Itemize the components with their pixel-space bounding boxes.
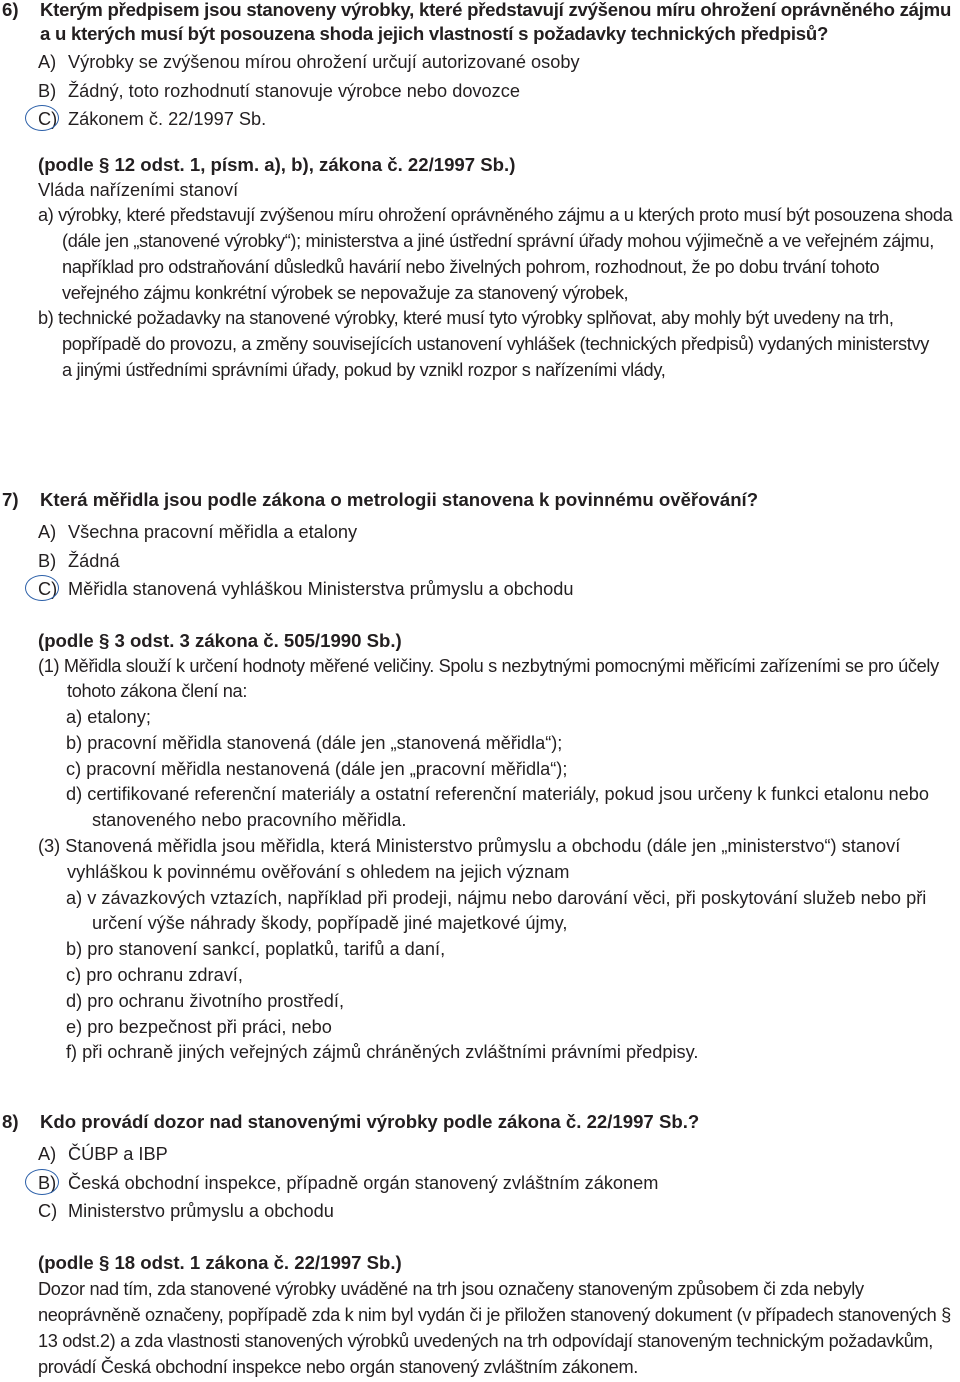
option-b	[0, 547, 960, 576]
option-letter: C)	[38, 1201, 58, 1221]
legal-reference: (podle § 12 odst. 1, písm. a), b), zákona č. 22/1997 Sb.)	[38, 153, 516, 175]
option-letter: B)	[38, 80, 57, 101]
option-text: Ministerstvo průmyslu a obchodu	[68, 1201, 334, 1221]
question-text: Která měřidla jsou podle zákona o metrologii stanovena k povinnému ověřování?	[40, 489, 759, 510]
explanation-item: d) certifikované referenční materiály a ostatní referenční materiály, pokud jsou určeny k funkci etalonu nebo stanoveného nebo pracovního měřidla.	[66, 784, 930, 831]
option-text: Všechna pracovní měřidla a etalony	[68, 522, 358, 542]
option-text: Žádný, toto rozhodnutí stanovuje výrobce nebo dovozce	[68, 80, 520, 101]
option-text: Výrobky se zvýšenou mírou ohrožení určují autorizované osoby	[68, 52, 580, 72]
correct-answer-circle-icon	[25, 105, 59, 131]
question-number: 8)	[2, 1111, 19, 1132]
explanation-line: Vláda nařízeními stanoví	[38, 179, 239, 200]
explanation-item: a) v závazkových vztazích, například při prodeji, nájmu nebo darování věci, při poskytování služeb nebo při určení výše náhrady škody, popřípadě jiné majetkové újmy,	[66, 887, 927, 934]
question-number: 7)	[2, 489, 19, 510]
explanation-item: c) pro ochranu zdraví,	[66, 965, 243, 986]
option-a	[0, 518, 960, 547]
option-a	[0, 48, 960, 77]
explanation-item: f) při ochraně jiných veřejných zájmů chráněných zvláštními právními předpisy.	[66, 1042, 699, 1063]
explanation-item: a) výrobky, které představují zvýšenou míru ohrožení oprávněného zájmu a u kterých proto musí být posouzena shoda (dále jen „stanovené výrobky“); ministerstva a jiné ústřední správní úřady mohou výjimečně a ve veřejném zájmu, například pro odstraňování důsledků havárií nebo živelných pohrom, rozhodnout, že po dobu trvání tohoto veřejného zájmu konkrétní výrobek se nepovažuje za stanovený výrobek,	[38, 205, 953, 303]
option-letter: A)	[38, 1144, 57, 1164]
option-b	[0, 77, 960, 106]
question-heading	[0, 488, 960, 512]
question-6	[0, 0, 960, 384]
explanation-line: (1) Měřidla slouží k určení hodnoty měřené veličiny. Spolu s nezbytnými pomocnými měřicími zařízeními se pro účely tohoto zákona člení na:	[38, 655, 939, 702]
option-letter: C)	[38, 105, 68, 134]
question-heading	[0, 0, 960, 46]
option-text: ČÚBP a IBP	[68, 1144, 168, 1164]
explanation-item: c) pracovní měřidla nestanovená (dále jen „pracovní měřidla“);	[66, 758, 568, 779]
option-text: Žádná	[68, 550, 120, 571]
explanation-paragraph: Dozor nad tím, zda stanovené výrobky uváděné na trh jsou označeny stanoveným způsobem či zda nebyly neoprávněně označeny, popřípadě zda k nim byl vydán či je přiložen stanovený dokument (v případech stanovených § 13 odst.2) a zda vlastnosti stanovených výrobků uvedených na trh odpovídají stanoveným technickým požadavkům, provádí Česká obchodní inspekce nebo orgán stanovený zvláštním zákonem.	[38, 1278, 951, 1377]
option-letter: C)	[38, 575, 68, 604]
option-text: Měřidla stanovená vyhláškou Ministerstva průmyslu a obchodu	[68, 579, 574, 599]
explanation-item: d) pro ochranu životního prostředí,	[66, 990, 345, 1011]
option-a	[0, 1140, 960, 1169]
option-text: Česká obchodní inspekce, případně orgán stanovený zvláštním zákonem	[68, 1172, 659, 1193]
option-b	[0, 1169, 960, 1198]
explanation-item: a) etalony;	[66, 707, 151, 728]
explanation-item: b) pro stanovení sankcí, poplatků, tarifů a daní,	[66, 939, 446, 960]
option-c	[0, 575, 960, 604]
correct-answer-circle-icon	[25, 1169, 59, 1195]
option-c	[0, 105, 960, 134]
question-8	[0, 1110, 960, 1380]
explanation-item: b) pracovní měřidla stanovená (dále jen „stanovená měřidla“);	[66, 732, 563, 753]
correct-answer-circle-icon	[25, 575, 59, 601]
explanation-item: b) technické požadavky na stanovené výrobky, které musí tyto výrobky splňovat, aby mohly být uvedeny na trh, popřípadě do provozu, a změny souvisejících ustanovení vyhlášek (technických předpisů) vydaných ministerstvy a jinými ústředními správními úřady, pokud by vznikl rozpor s nařízeními vlády,	[38, 308, 929, 381]
question-text: Kdo provádí dozor nad stanovenými výrobky podle zákona č. 22/1997 Sb.?	[40, 1111, 700, 1132]
legal-reference: (podle § 3 odst. 3 zákona č. 505/1990 Sb.)	[38, 629, 402, 651]
legal-reference: (podle § 18 odst. 1 zákona č. 22/1997 Sb.)	[38, 1251, 402, 1273]
question-text: Kterým předpisem jsou stanoveny výrobky, které představují zvýšenou míru ohrožení oprávněného zájmu a u kterých musí být posouzena shoda jejich vlastností s požadavky technických předpisů?	[40, 0, 952, 44]
question-7	[0, 488, 960, 1066]
option-c	[0, 1197, 960, 1226]
question-heading	[0, 1110, 960, 1134]
explanation-line: (3) Stanovená měřidla jsou měřidla, která Ministerstvo průmyslu a obchodu (dále jen „ministerstvo“) stanoví vyhláškou k povinnému ověřování s ohledem na jejich význam	[38, 836, 901, 882]
option-letter: B)	[38, 1169, 68, 1198]
option-letter: A)	[38, 52, 57, 72]
explanation-item: e) pro bezpečnost při práci, nebo	[66, 1016, 332, 1037]
option-letter: B)	[38, 550, 57, 571]
option-letter: A)	[38, 522, 57, 542]
option-text: Zákonem č. 22/1997 Sb.	[68, 109, 267, 129]
question-number: 6)	[2, 0, 19, 20]
